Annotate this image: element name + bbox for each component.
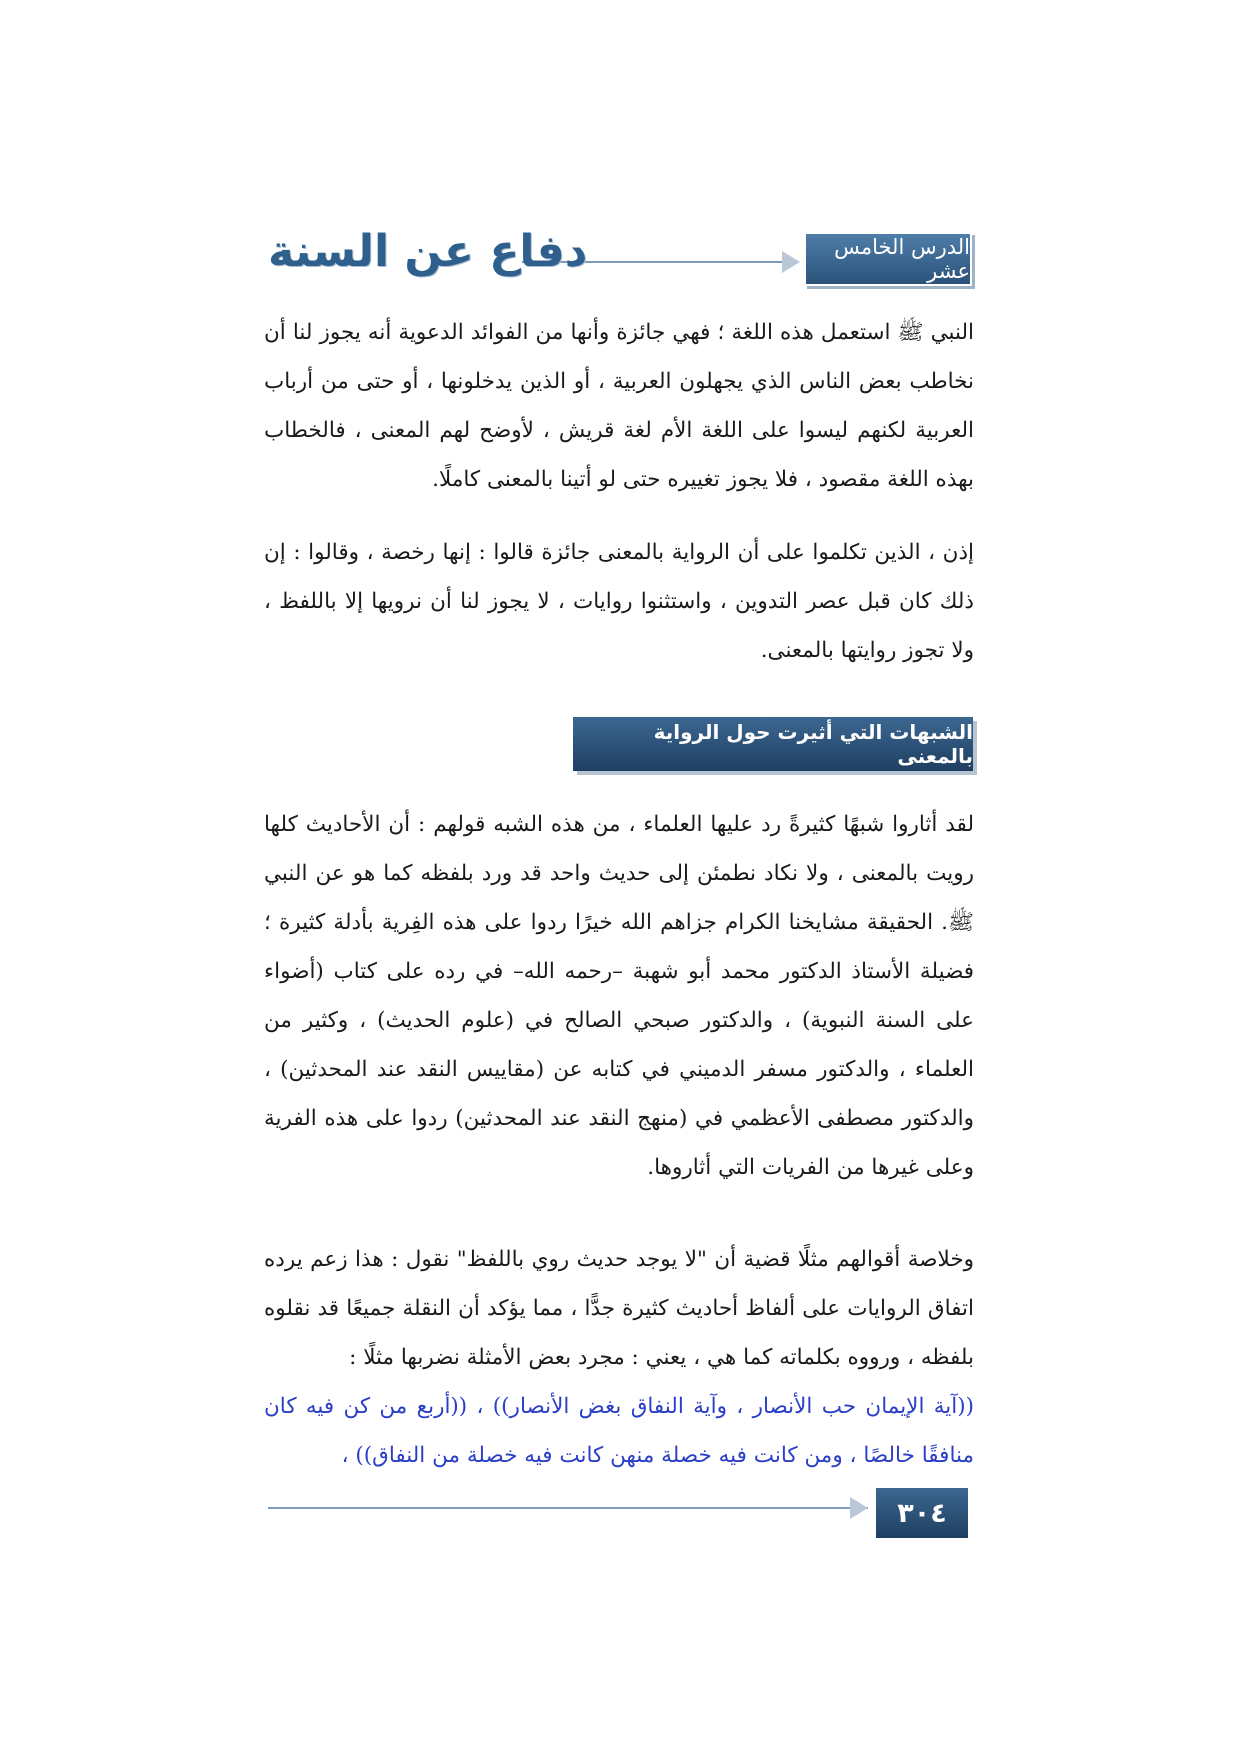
- body-paragraph-3: لقد أثاروا شبهًا كثيرةً رد عليها العلماء ، من هذه الشبه قولهم : أن الأحاديث كلها رويت بالمعنى ، ولا نكاد نطمئن إلى حديث واحد قد ورد بلفظه كما هو عن النبي ﷺ. الحقيقة مشايخنا الكرام جزاهم الله خيرًا ردوا على هذه الفِرية بأدلة كثيرة ؛ فضيلة الأستاذ الدكتور محمد أبو شهبة –رحمه الله– في رده على كتاب (أضواء على السنة النبوية) ، والدكتور صبحي الصالح في (علوم الحديث) ، وكثير من العلماء ، والدكتور مسفر الدميني في كتابه عن (مقاييس النقد عند المحدثين) ، والدكتور مصطفى الأعظمي في (منهج النقد عند المحدثين) ردوا على هذه الفرية وعلى غيرها من الفريات التي أثاروها.: [264, 812, 974, 1180]
- section-heading: الشبهات التي أثيرت حول الرواية بالمعنى: [573, 717, 973, 771]
- page-header: [268, 226, 972, 288]
- footer-divider-notch: [850, 1497, 868, 1519]
- book-title: دفاع عن السنة: [268, 226, 588, 277]
- footer-divider-line: [268, 1507, 868, 1509]
- hadith-quote-paragraph: ((آية الإيمان حب الأنصار ، وآية النفاق بغض الأنصار)) ، ((أربع من كن فيه كان منافقًا خالصًا ، ومن كانت فيه خصلة منهن كانت فيه خصلة من النفاق)) ،: [264, 1394, 974, 1468]
- body-paragraph-4: وخلاصة أقوالهم مثلًا قضية أن "لا يوجد حديث روي باللفظ" نقول : هذا زعم يرده اتفاق الروايات على ألفاظ أحاديث كثيرة جدًّا ، مما يؤكد أن النقلة جميعًا قد نقلوه بلفظه ، ورووه بكلماته كما هي ، يعني : مجرد بعض الأمثلة نضربها مثلًا :: [264, 1247, 974, 1370]
- lesson-label: الدرس الخامس عشر: [804, 232, 972, 286]
- body-paragraph-2: إذن ، الذين تكلموا على أن الرواية بالمعنى جائزة قالوا : إنها رخصة ، وقالوا : إن ذلك كان قبل عصر التدوين ، واستثنوا روايات ، لا يجوز لنا أن نرويها إلا باللفظ ، ولا تجوز روايتها بالمعنى.: [264, 540, 974, 663]
- header-divider-notch: [782, 251, 800, 273]
- body-paragraph-1: النبي ﷺ استعمل هذه اللغة ؛ فهي جائزة وأنها من الفوائد الدعوية أنه يجوز لنا أن نخاطب بعض الناس الذي يجهلون العربية ، أو الذين يدخلونها ، أو حتى من أرباب العربية لكنهم ليسوا على اللغة الأم لغة قريش ، لأوضح لهم المعنى ، فالخطاب بهذه اللغة مقصود ، فلا يجوز تغييره حتى لو أتينا بالمعنى كاملًا.: [264, 320, 974, 492]
- page-number: ٣٠٤: [876, 1488, 968, 1538]
